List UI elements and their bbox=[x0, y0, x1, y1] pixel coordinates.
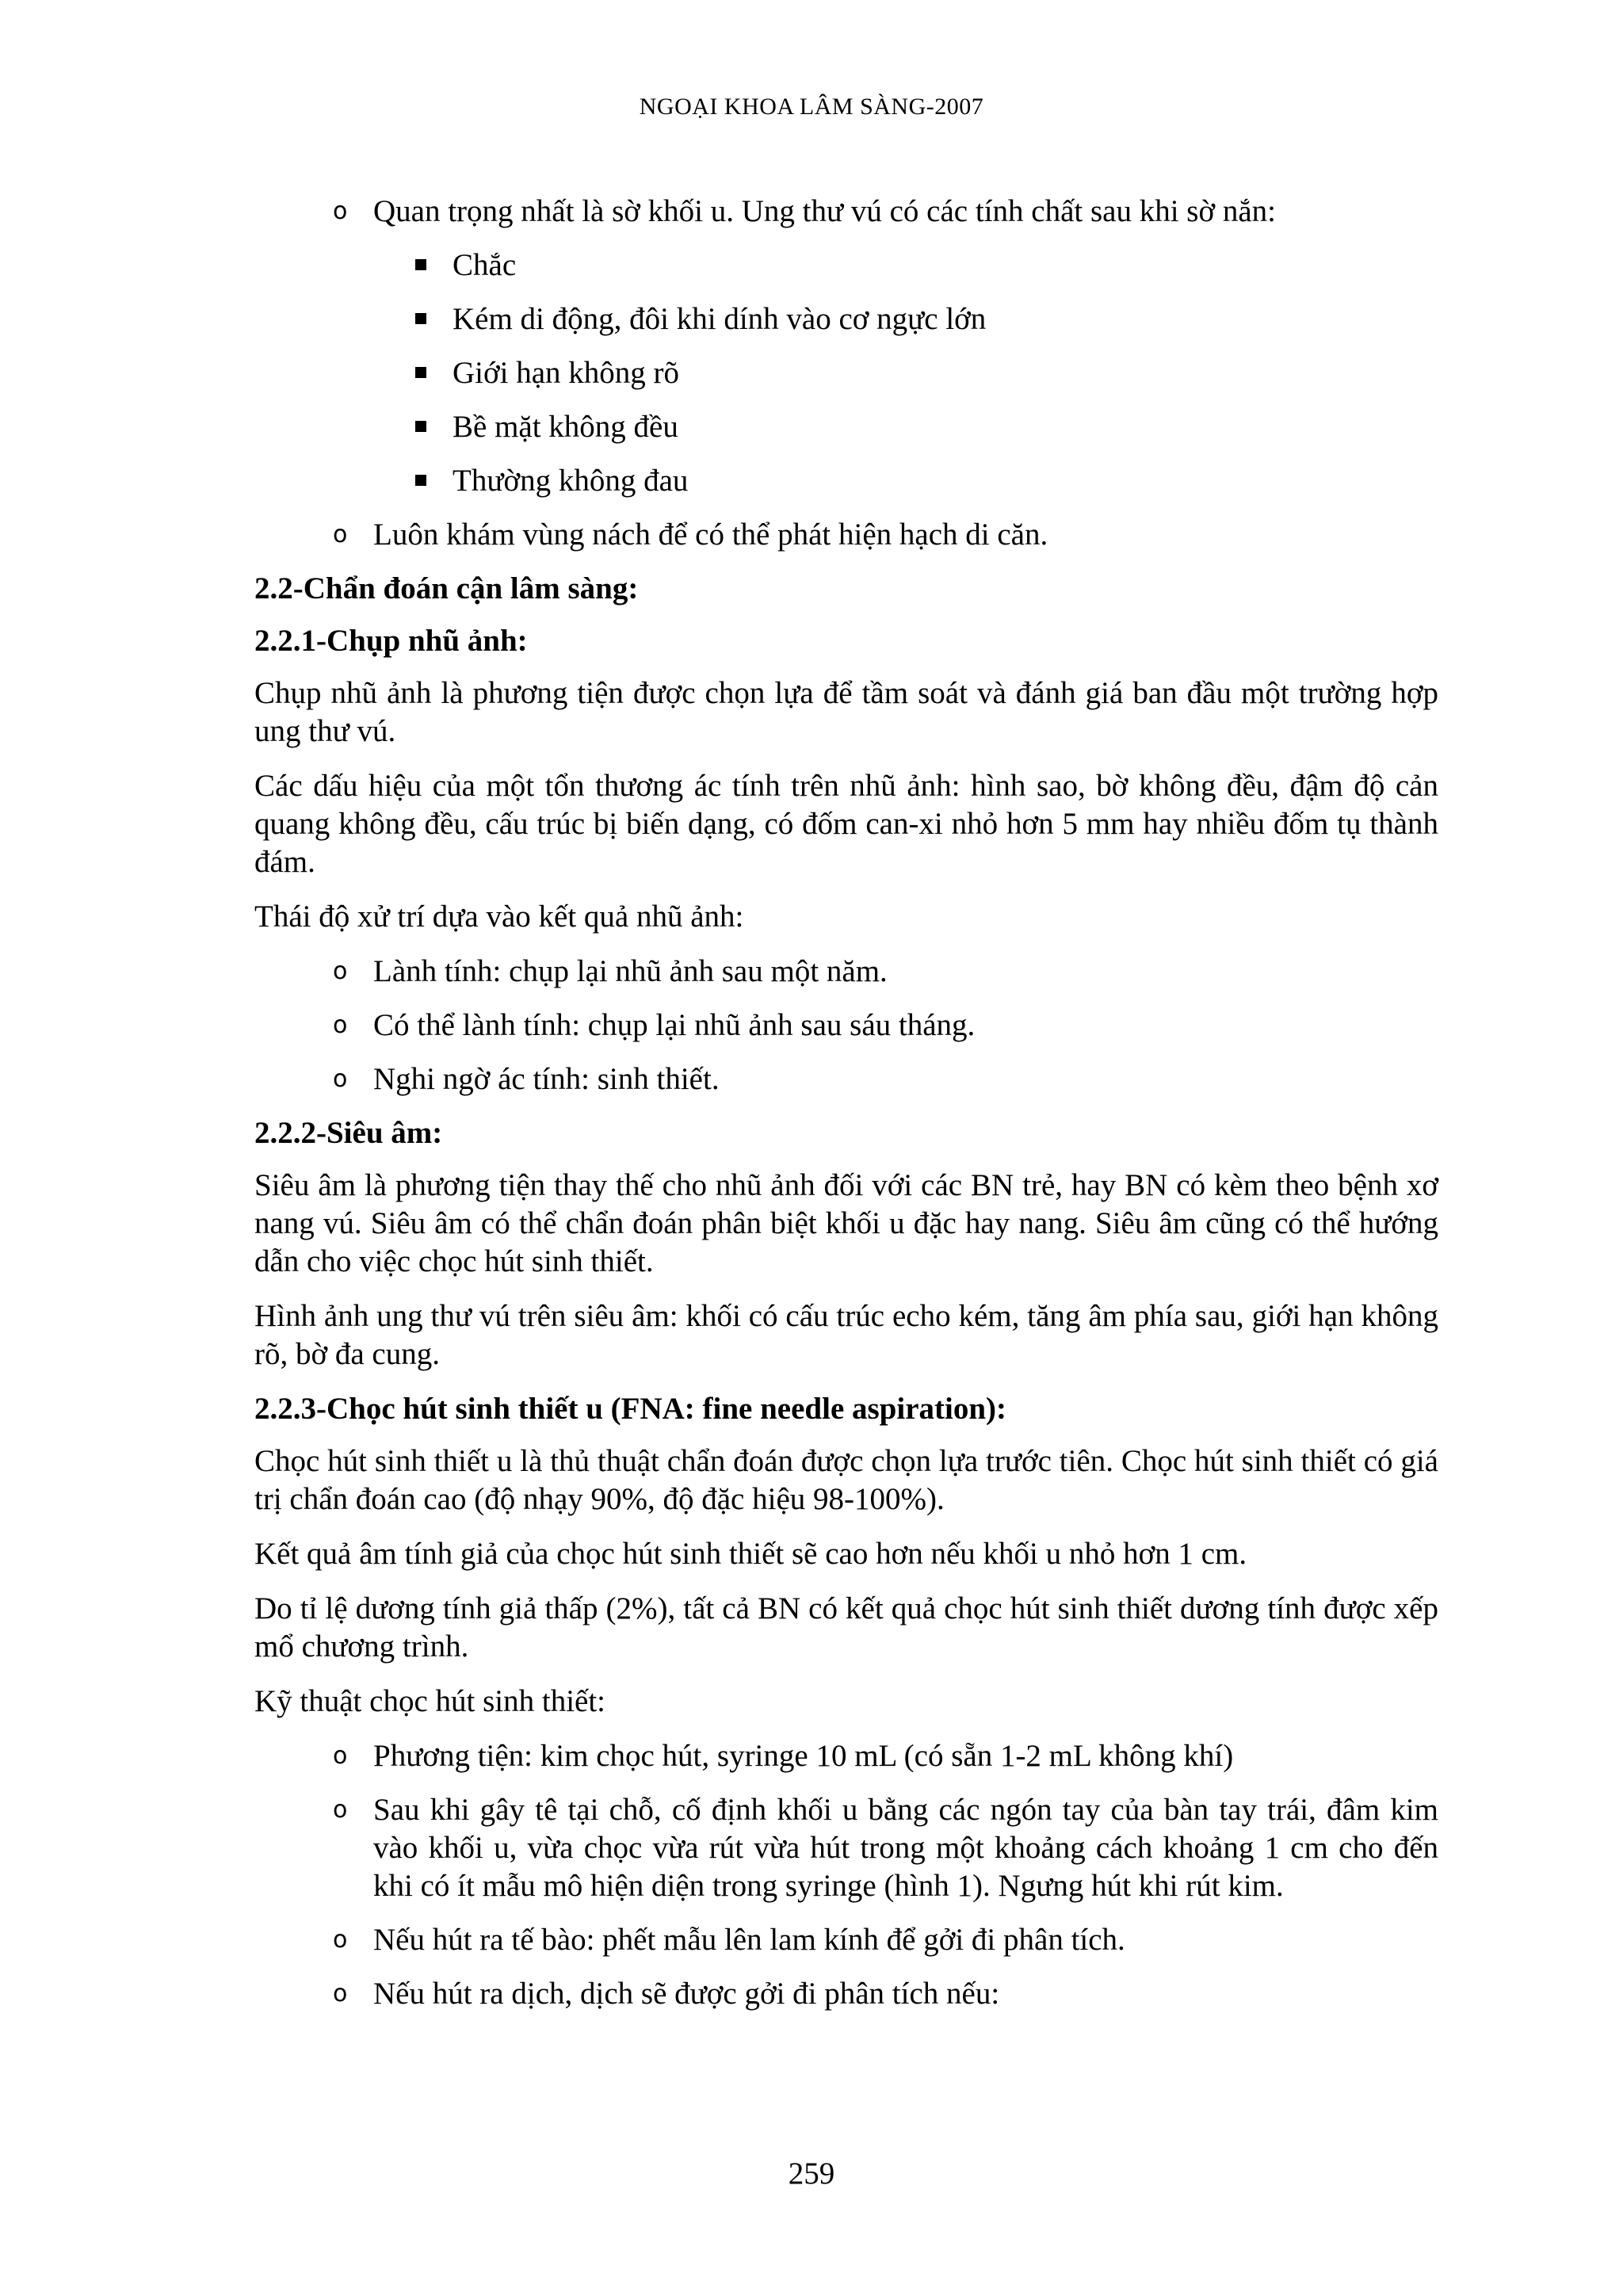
list-item-text: Chắc bbox=[453, 248, 517, 282]
circle-bullet-icon: o bbox=[333, 1796, 348, 1824]
list-item bbox=[254, 246, 1438, 285]
paragraph: Do tỉ lệ dương tính giả thấp (2%), tất cả BN có kết quả chọc hút sinh thiết dương tính được xếp mổ chương trình. bbox=[254, 1591, 1438, 1664]
list-item bbox=[254, 1007, 1438, 1045]
list-item bbox=[254, 462, 1438, 500]
list-item-text: Sau khi gây tê tại chỗ, cố định khối u bằng các ngón tay của bàn tay trái, đâm kim vào khối u, vừa chọc vừa rút vừa hút trong một khoảng cách khoảng 1 cm cho đến khi có ít mẫu mô hiện diện trong syringe (hình 1). Ngưng hút khi rút kim. bbox=[373, 1793, 1438, 1903]
subsection-heading: 2.2.2-Siêu âm: bbox=[254, 1116, 443, 1150]
square-bullet-icon bbox=[415, 475, 426, 486]
paragraph: Kết quả âm tính giả của chọc hút sinh thiết sẽ cao hơn nếu khối u nhỏ hơn 1 cm. bbox=[254, 1537, 1247, 1571]
square-bullet-icon bbox=[415, 367, 426, 378]
list-item bbox=[254, 193, 1438, 231]
list-item-text: Luôn khám vùng nách để có thể phát hiện hạch di căn. bbox=[373, 518, 1048, 552]
circle-bullet-icon: o bbox=[333, 521, 348, 548]
circle-bullet-icon: o bbox=[333, 1980, 348, 2008]
list-item bbox=[254, 1737, 1438, 1775]
list-item-text: Quan trọng nhất là sờ khối u. Ung thư vú có các tính chất sau khi sờ nắn: bbox=[373, 194, 1276, 228]
page-number: 259 bbox=[788, 2157, 835, 2191]
list-item bbox=[254, 1060, 1438, 1098]
list-item bbox=[254, 300, 1438, 338]
list-item-text: Phương tiện: kim chọc hút, syringe 10 mL (có sẵn 1-2 mL không khí) bbox=[373, 1739, 1234, 1773]
paragraph: Các dấu hiệu của một tổn thương ác tính trên nhũ ảnh: hình sao, bờ không đều, đậm độ cản quang không đều, cấu trúc bị biến dạng, có đốm can-xi nhỏ hơn 5 mm hay nhiều đốm tụ thành đám. bbox=[254, 769, 1438, 879]
list-item bbox=[254, 1975, 1438, 2013]
paragraph: Siêu âm là phương tiện thay thế cho nhũ ảnh đối với các BN trẻ, hay BN có kèm theo bệnh xơ nang vú. Siêu âm có thể chẩn đoán phân biệt khối u đặc hay nang. Siêu âm cũng có thể hướng dẫn cho việc chọc hút sinh thiết. bbox=[254, 1168, 1438, 1278]
paragraph: Chọc hút sinh thiết u là thủ thuật chẩn đoán được chọn lựa trước tiên. Chọc hút sinh thiết có giá trị chẩn đoán cao (độ nhạy 90%, độ đặc hiệu 98-100%). bbox=[254, 1444, 1438, 1516]
list-item-text: Nghi ngờ ác tính: sinh thiết. bbox=[373, 1062, 720, 1096]
square-bullet-icon bbox=[415, 421, 426, 432]
paragraph: Hình ảnh ung thư vú trên siêu âm: khối có cấu trúc echo kém, tăng âm phía sau, giới hạn không rõ, bờ đa cung. bbox=[254, 1299, 1438, 1371]
section-heading: 2.2-Chẩn đoán cận lâm sàng: bbox=[254, 571, 639, 606]
running-header: NGOẠI KHOA LÂM SÀNG-2007 bbox=[639, 94, 984, 120]
list-item-text: Kém di động, đôi khi dính vào cơ ngực lớn bbox=[453, 302, 987, 336]
list-item bbox=[254, 1921, 1438, 1959]
paragraph: Kỹ thuật chọc hút sinh thiết: bbox=[254, 1684, 606, 1718]
list-item-text: Bề mặt không đều bbox=[453, 410, 678, 444]
circle-bullet-icon: o bbox=[333, 1742, 348, 1770]
list-item-text: Nếu hút ra tế bào: phết mẫu lên lam kính để gởi đi phân tích. bbox=[373, 1923, 1125, 1957]
list-item bbox=[254, 408, 1438, 446]
circle-bullet-icon: o bbox=[333, 1926, 348, 1954]
subsection-heading: 2.2.3-Chọc hút sinh thiết u (FNA: fine needle aspiration): bbox=[254, 1392, 1007, 1426]
circle-bullet-icon: o bbox=[333, 1011, 348, 1039]
square-bullet-icon bbox=[415, 313, 426, 324]
paragraph: Thái độ xử trí dựa vào kết quả nhũ ảnh: bbox=[254, 900, 744, 934]
list-item-text: Có thể lành tính: chụp lại nhũ ảnh sau sáu tháng. bbox=[373, 1008, 976, 1042]
list-item-text: Nếu hút ra dịch, dịch sẽ được gởi đi phân tích nếu: bbox=[373, 1977, 1000, 2011]
list-item-text: Giới hạn không rõ bbox=[453, 356, 680, 390]
circle-bullet-icon: o bbox=[333, 957, 348, 985]
list-item bbox=[254, 1791, 1438, 1905]
list-item bbox=[254, 354, 1438, 392]
list-item-text: Lành tính: chụp lại nhũ ảnh sau một năm. bbox=[373, 954, 888, 988]
page-body bbox=[254, 193, 1438, 2029]
list-item-text: Thường không đau bbox=[453, 464, 689, 498]
paragraph: Chụp nhũ ảnh là phương tiện được chọn lựa để tầm soát và đánh giá ban đầu một trường hợp ung thư vú. bbox=[254, 676, 1438, 748]
subsection-heading: 2.2.1-Chụp nhũ ảnh: bbox=[254, 624, 528, 658]
square-bullet-icon bbox=[415, 259, 426, 270]
list-item bbox=[254, 516, 1438, 554]
circle-bullet-icon: o bbox=[333, 197, 348, 225]
circle-bullet-icon: o bbox=[333, 1065, 348, 1093]
list-item bbox=[254, 953, 1438, 991]
